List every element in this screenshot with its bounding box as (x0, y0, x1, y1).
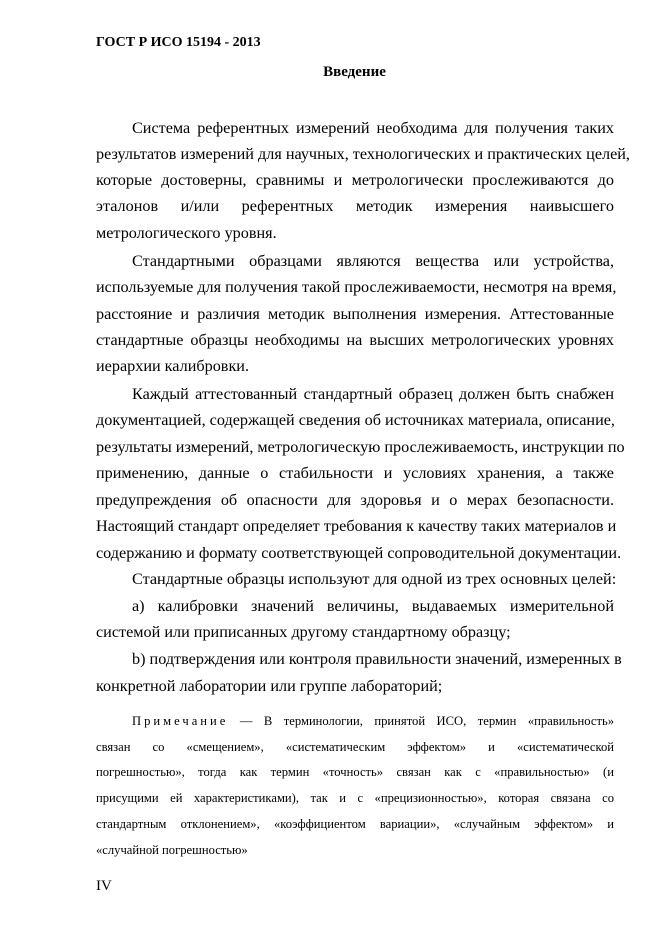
paragraph-6-line: конкретной лаборатории или группе лабораторий; (96, 677, 443, 695)
note-text: — В терминологии, принятой ИСО, термин «правильность» (228, 714, 614, 728)
paragraph-3-line: содержанию и формату соответствующей сопроводительной документации. (96, 544, 622, 562)
paragraph-2-line: расстояние и различия методик выполнения измерения. Аттестованные (96, 305, 614, 323)
paragraph-1-line: метрологического уровня. (96, 224, 277, 242)
note-line: погрешностью», тогда как термин «точность» связан как с «правильностью» (и (96, 765, 614, 779)
paragraph-1-line: результатов измерений для научных, технологических и практических целей, (96, 145, 630, 163)
note-line: стандартным отклонением», «коэффициентом вариации», «случайным эффектом» и (96, 817, 614, 831)
document-header: ГОСТ Р ИСО 15194 - 2013 (96, 35, 261, 50)
paragraph-6-line: b) подтверждения или контроля правильности значений, измеренных в (132, 650, 622, 668)
page-number: IV (96, 878, 112, 894)
paragraph-2-line: Стандартными образцами являются вещества или устройства, (132, 252, 614, 270)
note-line: связан со «смещением», «систематическим эффектом» и «систематической (96, 740, 614, 754)
section-title: Введение (323, 64, 386, 80)
note-line (132, 711, 614, 731)
note-line: «случайной погрешностью» (96, 843, 248, 857)
note-label: Примечание (132, 714, 229, 728)
paragraph-3-line: документацией, содержащей сведения об источниках материала, описание, (96, 411, 615, 429)
paragraph-3-line: предупреждения об опасности для здоровья и о мерах безопасности. (96, 491, 614, 509)
note-line: присущими ей характеристиками), так и с «прецизионностью», которая связана со (96, 791, 614, 805)
paragraph-3-line: применению, данные о стабильности и условиях хранения, а также (96, 464, 614, 482)
paragraph-3-line: Настоящий стандарт определяет требования к качеству таких материалов и (96, 517, 617, 535)
paragraph-5-line: системой или приписанных другому стандартному образцу; (96, 623, 511, 641)
paragraph-1-line: эталонов и/или референтных методик измерения наивысшего (96, 197, 614, 215)
paragraph-2-line: используемые для получения такой прослеживаемости, несмотря на время, (96, 278, 617, 296)
paragraph-5-line: а) калибровки значений величины, выдаваемых измерительной (132, 597, 614, 615)
paragraph-3-line: Каждый аттестованный стандартный образец должен быть снабжен (132, 385, 614, 403)
paragraph-4-line: Стандартные образцы используют для одной из трех основных целей: (132, 570, 617, 588)
paragraph-1-line: которые достоверны, сравнимы и метрологически прослеживаются до (96, 171, 614, 189)
paragraph-1-line: Система референтных измерений необходима для получения таких (132, 119, 614, 137)
paragraph-2-line: стандартные образцы необходимы на высших метрологических уровнях (96, 331, 614, 349)
paragraph-2-line: иерархии калибровки. (96, 357, 250, 375)
paragraph-3-line: результаты измерений, метрологическую прослеживаемость, инструкции по (96, 438, 625, 456)
